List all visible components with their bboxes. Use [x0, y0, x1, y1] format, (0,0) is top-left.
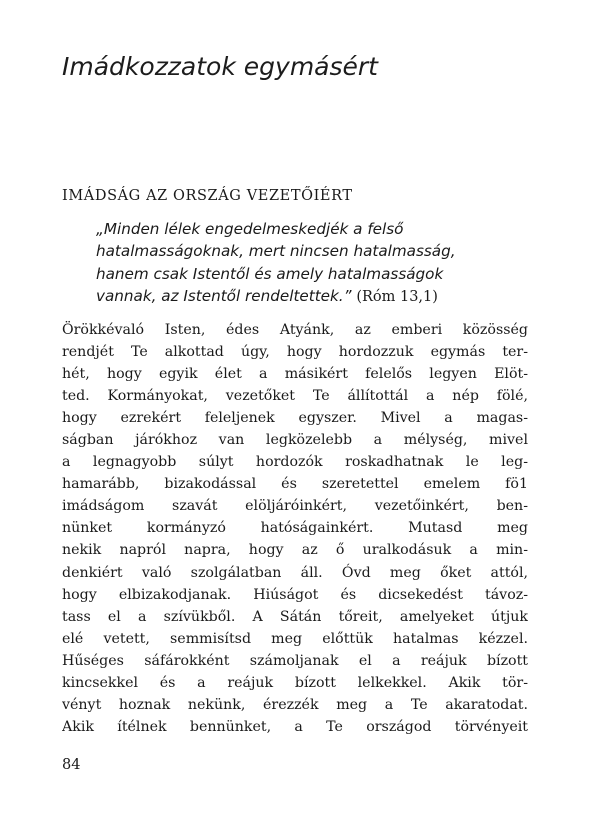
- body-line: ságban járókhoz van legközelebb a mélység, mivel: [62, 432, 528, 449]
- body-line: Örökkévaló Isten, édes Atyánk, az emberi közösség: [62, 322, 528, 338]
- chapter-title: Imádkozzatok egymásért: [62, 52, 378, 81]
- body-line: ted. Kormányokat, vezetőket Te állítottál a nép fölé,: [62, 388, 528, 405]
- epigraph-line: „Minden lélek engedelmeskedjék a felső: [96, 220, 404, 238]
- bible-reference: (Róm 13,1): [356, 288, 438, 305]
- body-line: kincsekkel és a reájuk bízott lelkekkel. Akik tör-: [62, 674, 528, 691]
- epigraph-line: hatalmasságoknak, mert nincsen hatalmasság,: [96, 242, 456, 261]
- page-number: 84: [62, 757, 81, 773]
- body-line: nünket kormányzó hatóságainkért. Mutasd meg: [62, 520, 528, 537]
- body-line: Akik ítélnek bennünket, a Te országod törvényeit: [62, 718, 528, 735]
- body-line: tass el a szívükből. A Sátán tőreit, amelyeket útjuk: [62, 608, 528, 625]
- epigraph-last-line: [96, 285, 536, 308]
- body-line: nekik napról napra, hogy az ő uralkodásuk a min-: [62, 542, 528, 559]
- epigraph-quote: [96, 218, 536, 308]
- epigraph-line: vannak, az Istentől rendeltettek.”: [96, 286, 352, 305]
- body-line: Hűséges sáfárokként számoljanak el a reájuk bízott: [62, 652, 528, 669]
- body-line: elé vetett, semmisítsd meg előttük hatalmas kézzel.: [62, 630, 528, 647]
- body-line: rendjét Te alkottad úgy, hogy hordozzuk egymás ter-: [62, 344, 528, 361]
- body-line: denkiért való szolgálatban áll. Óvd meg őket attól,: [62, 564, 528, 581]
- body-line: hogy ezrekért feleljenek egyszer. Mivel a magas-: [62, 410, 528, 427]
- epigraph-line: hanem csak Istentől és amely hatalmasságok: [96, 264, 444, 283]
- prayer-body-text: [62, 319, 528, 738]
- body-line: a legnagyobb súlyt hordozók roskadhatnak le leg-: [62, 454, 528, 471]
- body-line: vényt hoznak nekünk, érezzék meg a Te akaratodat.: [62, 696, 528, 713]
- body-line: hogy elbizakodjanak. Hiúságot és dicsekedést távoz-: [62, 586, 528, 603]
- section-heading: IMÁDSÁG AZ ORSZÁG VEZETŐIÉRT: [62, 188, 353, 204]
- body-line: hét, hogy egyik élet a másikért felelős legyen Elöt-: [62, 366, 528, 383]
- body-line: hamarább, bizakodással és szeretettel emelem fö1: [62, 476, 528, 493]
- body-line: imádságom szavát elöljáróinkért, vezetőinkért, ben-: [62, 498, 528, 515]
